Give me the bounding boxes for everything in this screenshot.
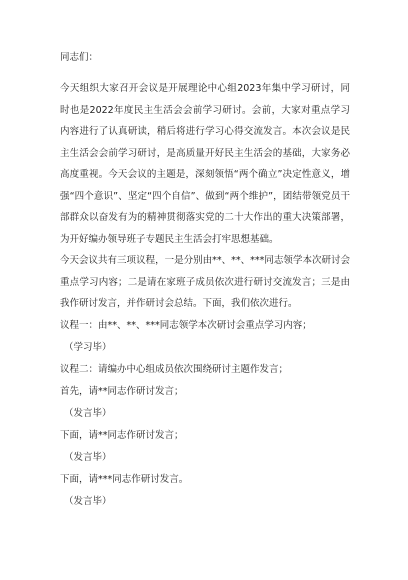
speaker-next: 下面，请***同志作研讨发言。 (60, 473, 189, 485)
agenda-item-2: 议程二：请编办中心组成员依次围绕研讨主题作发言； (60, 363, 289, 375)
speech-done-note: （发言毕） (64, 495, 112, 507)
opening-paragraph: 今天组织大家召开会议是开展理论中心组2023年集中学习研讨，同时也是2022年度民主生活会会前学习研讨。会前，大家对重点学习内容进行了认真研读，稍后将进行学习心得交流发言。本次会议是民主生活会会前学习研讨，是高质量开好民主生活会的基础，大家务必高度重视。今天会议的主题是，深刻领悟“两个确立”决定性意义，增强“四个意识”、坚定“四个自信”、做到“两个维护”，团结带领党员干部群众以奋发有为的精神贯彻落实党的二十大作出的重大决策部署，为开好编办领导班子专题民主生活会打牢思想基础。 (60, 83, 350, 245)
greeting: 同志们： (60, 52, 99, 63)
speaker-next: 下面，请**同志作研讨发言； (60, 429, 184, 441)
speech-done-note: （发言毕） (64, 407, 112, 419)
speaker-first: 首先，请**同志作研讨发言； (60, 385, 184, 397)
agenda-item-1: 议程一：由**、**、***同志领学本次研讨会重点学习内容； (60, 319, 312, 331)
study-done-note: （学习毕） (64, 341, 112, 353)
agenda-paragraph: 今天会议共有三项议程，一是分别由**、**、***同志领学本次研讨会重点学习内容；二是请在家班子成员依次进行研讨交流发言；三是由我作研讨发言，并作研讨会总结。下面，我们依次进行。 (60, 255, 350, 309)
document-body (60, 50, 350, 513)
speech-done-note: （发言毕） (64, 451, 112, 463)
